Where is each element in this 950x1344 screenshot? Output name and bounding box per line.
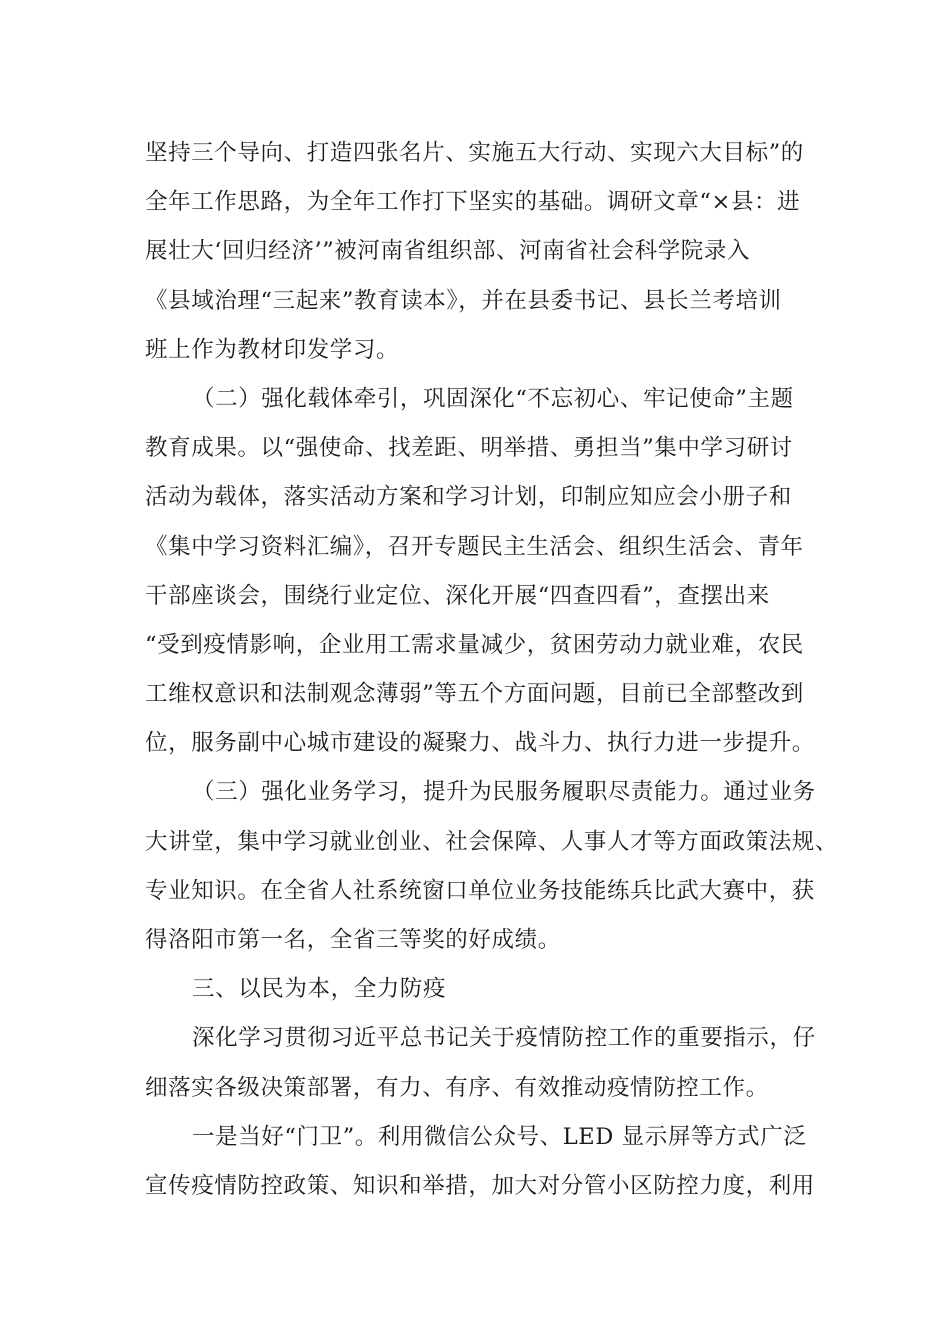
paragraph-heading-line: （三）强化业务学习，提升为民服务履职尽责能力。通过业务 xyxy=(192,779,816,806)
text-line: 坚持三个导向、打造四张名片、实施五大行动、实现六大目标”的 xyxy=(145,140,804,166)
text-line: 活动为载体，落实活动方案和学习计划，印制应知应会小册子和 xyxy=(145,484,792,511)
text-line: 宣传疫情防控政策、知识和举措，加大对分管小区防控力度，利用 xyxy=(145,1172,815,1199)
text-line: 《集中学习资料汇编》，召开专题民主生活会、组织生活会、青年 xyxy=(145,533,804,560)
document-body xyxy=(145,129,839,1211)
paragraph-heading-line: （二）强化载体牵引，巩固深化“不忘初心、牢记使命”主题 xyxy=(192,385,794,412)
text-line: 位，服务副中心城市建设的凝聚力、战斗力、执行力进一步提升。 xyxy=(145,730,815,757)
text-line: 一是当好“门卫”。利用微信公众号、LED 显示屏等方式广泛 xyxy=(192,1123,807,1150)
text-line: 展壮大‘回归经济’”被河南省组织部、河南省社会科学院录入 xyxy=(145,238,751,265)
section-heading: 三、以民为本，全力防疫 xyxy=(192,976,447,1003)
text-line: 专业知识。在全省人社系统窗口单位业务技能练兵比武大赛中，获 xyxy=(145,877,815,904)
text-line: 细落实各级决策部署，有力、有序、有效推动疫情防控工作。 xyxy=(145,1074,769,1101)
text-line: 得洛阳市第一名，全省三等奖的好成绩。 xyxy=(145,927,561,953)
text-line: 教育成果。以“强使命、找差距、明举措、勇担当”集中学习研讨 xyxy=(145,435,793,462)
text-line: 大讲堂，集中学习就业创业、社会保障、人事人才等方面政策法规、 xyxy=(145,828,839,855)
text-line: 深化学习贯彻习近平总书记关于疫情防控工作的重要指示，仔 xyxy=(192,1025,816,1052)
text-line: “受到疫情影响，企业用工需求量减少，贫困劳动力就业难，农民 xyxy=(145,631,804,658)
text-line: 干部座谈会，围绕行业定位、深化开展“四查四看”，查摆出来 xyxy=(145,582,770,609)
text-line: 《县域治理“三起来”教育读本》，并在县委书记、县长兰考培训 xyxy=(145,287,782,314)
text-line: 全年工作思路，为全年工作打下坚实的基础。调研文章“×县：进 xyxy=(145,189,801,216)
text-line: 班上作为教材印发学习。 xyxy=(145,336,400,363)
text-line: 工维权意识和法制观念薄弱”等五个方面问题，目前已全部整改到 xyxy=(145,681,804,708)
